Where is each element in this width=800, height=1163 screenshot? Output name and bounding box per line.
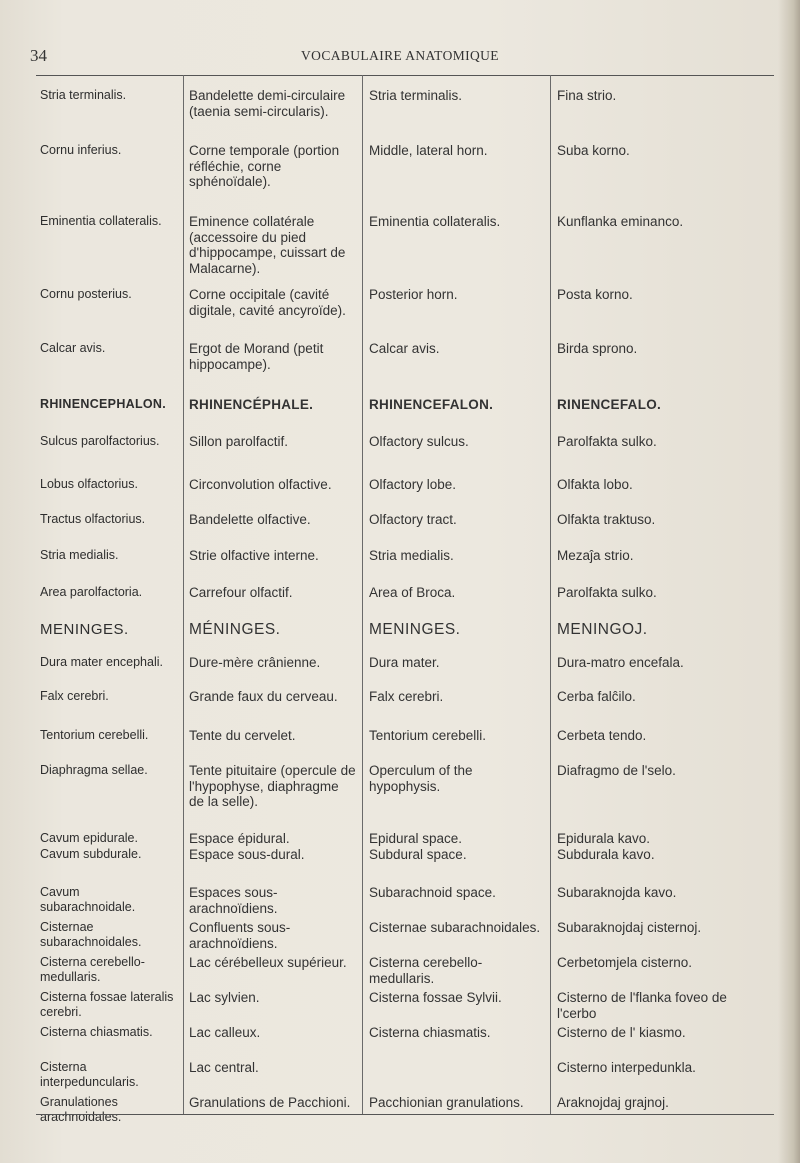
- esperanto-term: Kunflanka eminanco.: [557, 214, 684, 229]
- column-divider-3: [550, 75, 551, 1115]
- esperanto-term: Suba korno.: [557, 143, 630, 158]
- esperanto-term: Olfakta traktuso.: [557, 512, 656, 527]
- latin-term: Tentorium cerebelli.: [40, 728, 149, 742]
- french-term: Strie olfactive interne.: [189, 548, 319, 563]
- english-term: Eminentia collateralis.: [369, 214, 501, 229]
- latin-section-heading: MENINGES.: [40, 621, 129, 638]
- english-term: Area of Broca.: [369, 585, 456, 600]
- latin-term: Cisterna fossae lateralis cerebri.: [40, 990, 174, 1019]
- esperanto-term: Parolfakta sulko.: [557, 585, 657, 600]
- french-term: Corne occipitale (cavité digitale, cavité ancyroïde).: [189, 287, 346, 318]
- french-term: Ergot de Morand (petit hippocampe).: [189, 341, 324, 372]
- esperanto-term: Cerbeta tendo.: [557, 728, 647, 743]
- english-section-heading: MENINGES.: [369, 621, 461, 638]
- english-term: Subdural space.: [369, 847, 467, 862]
- esperanto-term: Diafragmo de l'selo.: [557, 763, 676, 778]
- french-term: Corne temporale (portion réfléchie, corne sphénoïdale).: [189, 143, 340, 189]
- english-term: Olfactory tract.: [369, 512, 457, 527]
- french-term: Lac central.: [189, 1060, 259, 1075]
- latin-term: Cisterna chiasmatis.: [40, 1025, 153, 1039]
- esperanto-term: Subdurala kavo.: [557, 847, 655, 862]
- latin-term: Lobus olfactorius.: [40, 477, 138, 491]
- french-term: Eminence collatérale (accessoire du pied d'hippocampe, cuissart de Malacarne).: [189, 214, 346, 276]
- esperanto-term: Subaraknojdaj cisternoj.: [557, 920, 702, 935]
- esperanto-term: Cisterno interpedunkla.: [557, 1060, 696, 1075]
- french-term: Grande faux du cerveau.: [189, 689, 338, 704]
- esperanto-term: Araknojdaj grajnoj.: [557, 1095, 669, 1110]
- french-section-heading: RHINENCÉPHALE.: [189, 397, 314, 412]
- latin-term: Falx cerebri.: [40, 689, 109, 703]
- english-term: Epidural space.: [369, 831, 463, 846]
- latin-term: Cornu inferius.: [40, 143, 122, 157]
- french-term: Confluents sous-arachnoïdiens.: [189, 920, 291, 951]
- latin-term: Cisternae subarachnoidales.: [40, 920, 142, 949]
- esperanto-term: Dura-matro encefala.: [557, 655, 684, 670]
- french-term: Lac cérébelleux supérieur.: [189, 955, 347, 970]
- french-section-heading: MÉNINGES.: [189, 621, 281, 638]
- esperanto-section-heading: MENINGOJ.: [557, 621, 648, 638]
- esperanto-term: Cisterno de l'flanka foveo de l'cerbo: [557, 990, 727, 1021]
- french-term: Lac sylvien.: [189, 990, 260, 1005]
- french-term: Lac calleux.: [189, 1025, 261, 1040]
- english-term: Tentorium cerebelli.: [369, 728, 487, 743]
- esperanto-term: Cerba falĉilo.: [557, 689, 636, 704]
- latin-term: Diaphragma sellae.: [40, 763, 148, 777]
- english-term: Stria medialis.: [369, 548, 454, 563]
- esperanto-term: Fina strio.: [557, 88, 617, 103]
- column-divider-2: [362, 75, 363, 1115]
- french-term: Bandelette olfactive.: [189, 512, 311, 527]
- french-term: Sillon parolfactif.: [189, 434, 289, 449]
- latin-term: Stria terminalis.: [40, 88, 127, 102]
- column-divider-1: [183, 75, 184, 1115]
- esperanto-term: Birda sprono.: [557, 341, 638, 356]
- latin-term: Cavum subdurale.: [40, 847, 142, 861]
- english-section-heading: RHINENCEFALON.: [369, 397, 494, 412]
- french-term: Granulations de Pacchioni.: [189, 1095, 351, 1110]
- french-term: Espaces sous-arachnoïdiens.: [189, 885, 278, 916]
- french-term: Tente du cervelet.: [189, 728, 296, 743]
- latin-term: Cisterna interpeduncularis.: [40, 1060, 139, 1089]
- esperanto-term: Subaraknojda kavo.: [557, 885, 677, 900]
- latin-term: Stria medialis.: [40, 548, 119, 562]
- page-number: 34: [30, 46, 47, 65]
- esperanto-term: Cisterno de l' kiasmo.: [557, 1025, 686, 1040]
- esperanto-term: Posta korno.: [557, 287, 633, 302]
- english-term: Cisterna cerebello-medullaris.: [369, 955, 483, 986]
- english-term: Subarachnoid space.: [369, 885, 496, 900]
- table-bottom-rule: [36, 1114, 774, 1115]
- page-edge-shadow: [778, 0, 800, 1163]
- latin-section-heading: RHINENCEPHALON.: [40, 397, 167, 411]
- english-term: Olfactory sulcus.: [369, 434, 469, 449]
- table-top-rule: [36, 75, 774, 76]
- english-term: Middle, lateral horn.: [369, 143, 488, 158]
- latin-term: Granulationes arachnoidales.: [40, 1095, 122, 1124]
- latin-term: Cornu posterius.: [40, 287, 132, 301]
- french-term: Carrefour olfactif.: [189, 585, 293, 600]
- english-term: Calcar avis.: [369, 341, 440, 356]
- english-term: Olfactory lobe.: [369, 477, 457, 492]
- esperanto-term: Olfakta lobo.: [557, 477, 633, 492]
- esperanto-term: Epidurala kavo.: [557, 831, 651, 846]
- esperanto-term: Parolfakta sulko.: [557, 434, 657, 449]
- vocabulary-table: [36, 75, 774, 1124]
- english-term: Stria terminalis.: [369, 88, 463, 103]
- latin-term: Cisterna cerebello-medullaris.: [40, 955, 145, 984]
- english-term: Cisterna fossae Sylvii.: [369, 990, 502, 1005]
- latin-term: Area parolfactoria.: [40, 585, 143, 599]
- english-term: Falx cerebri.: [369, 689, 444, 704]
- english-term: Pacchionian granulations.: [369, 1095, 524, 1110]
- latin-term: Eminentia collateralis.: [40, 214, 162, 228]
- esperanto-term: Cerbetomjela cisterno.: [557, 955, 693, 970]
- french-term: Espace sous-dural.: [189, 847, 305, 862]
- french-term: Tente pituitaire (opercule de l'hypophyse, diaphragme de la selle).: [189, 763, 356, 809]
- french-term: Circonvolution olfactive.: [189, 477, 332, 492]
- esperanto-term: Mezaĵa strio.: [557, 548, 634, 563]
- english-term: Dura mater.: [369, 655, 440, 670]
- english-term: Operculum of the hypophysis.: [369, 763, 473, 794]
- english-term: Cisternae subarachnoidales.: [369, 920, 541, 935]
- french-term: Bandelette demi-circulaire (taenia semi-circularis).: [189, 88, 346, 119]
- english-term: Posterior horn.: [369, 287, 458, 302]
- page-header: [30, 46, 770, 72]
- latin-term: Sulcus parolfactorius.: [40, 434, 160, 448]
- running-title: VOCABULAIRE ANATOMIQUE: [301, 48, 499, 63]
- latin-term: Tractus olfactorius.: [40, 512, 146, 526]
- english-term: Cisterna chiasmatis.: [369, 1025, 491, 1040]
- esperanto-section-heading: RINENCEFALO.: [557, 397, 662, 412]
- latin-term: Cavum subarachnoidale.: [40, 885, 136, 914]
- latin-term: Cavum epidurale.: [40, 831, 138, 845]
- french-term: Espace épidural.: [189, 831, 290, 846]
- latin-term: Dura mater encephali.: [40, 655, 163, 669]
- french-term: Dure-mère crânienne.: [189, 655, 321, 670]
- latin-term: Calcar avis.: [40, 341, 106, 355]
